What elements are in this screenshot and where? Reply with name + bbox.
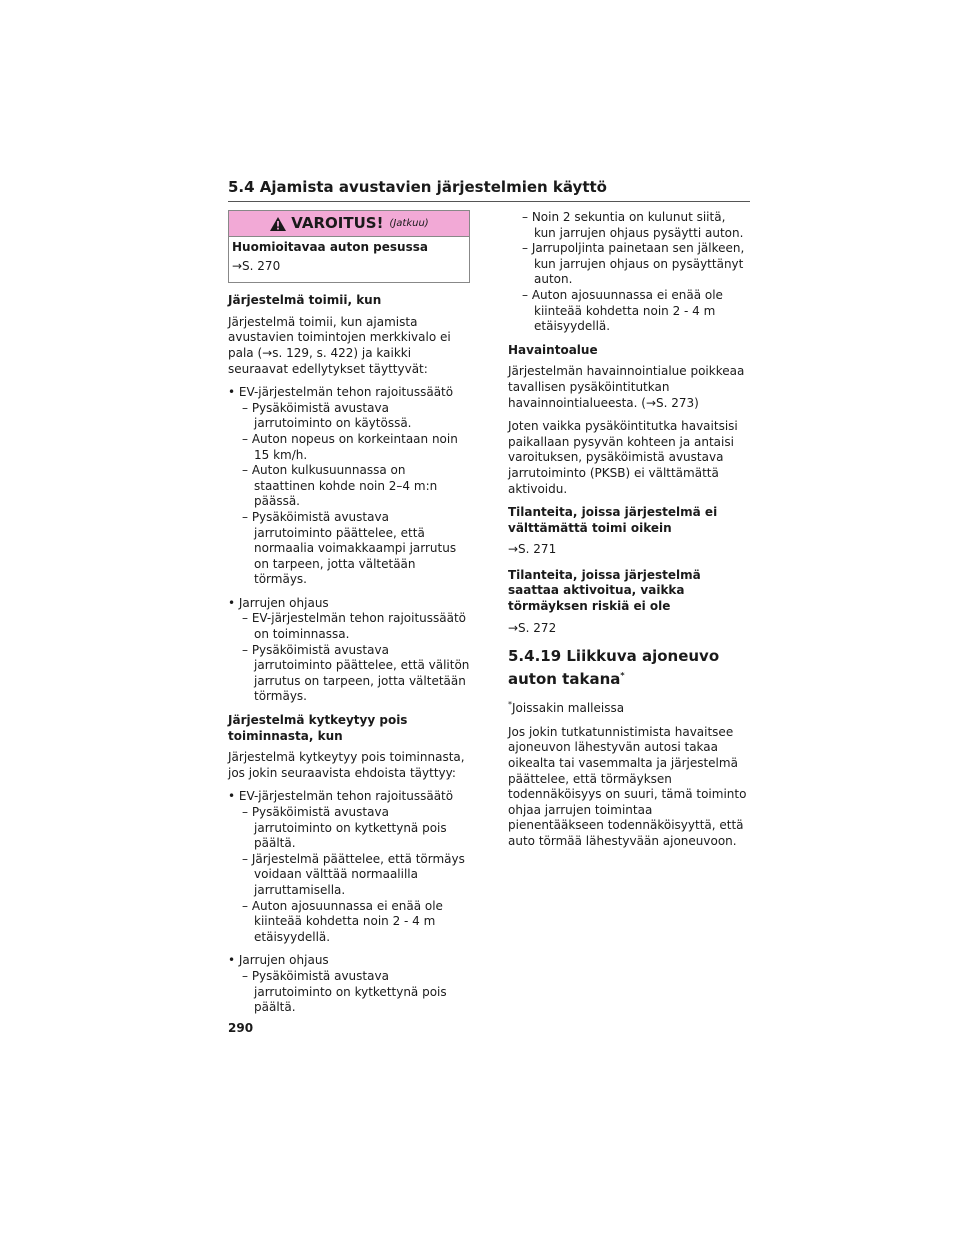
paragraph-disengages: Järjestelmä kytkeytyy pois toiminnasta, jos jokin seuraavista ehdoista täyttyy: — [228, 750, 465, 780]
page-header — [228, 178, 750, 202]
dash-item: – Pysäköimistä avustava jarrutoiminto on kytkettynä pois päältä. — [242, 968, 447, 1015]
dash-group-continued — [508, 210, 750, 335]
warning-title: VAROITUS! — [291, 213, 384, 232]
heading-detection-area: Havaintoalue — [508, 342, 598, 357]
bullet-group-1 — [228, 385, 470, 588]
dash-item: – Auton nopeus on korkeintaan noin 15 km/h. — [242, 431, 458, 462]
dash-item: – Pysäköimistä avustava jarrutoiminto on käytössä. — [242, 400, 412, 431]
dash-item: – Jarrupoljinta painetaan sen jälkeen, kun jarrujen ohjaus on pysäyttänyt auton. — [522, 241, 745, 287]
section-title-text: 5.4.19 Liikkuva ajoneuvo auton takana — [508, 647, 720, 689]
bullet-group-2 — [228, 596, 470, 705]
dash-item: – Pysäköimistä avustava jarrutoiminto on kytkettynä pois päältä. — [242, 805, 447, 851]
bullet-item: • Jarrujen ohjaus — [228, 595, 329, 610]
bullet-item: • EV-järjestelmän tehon rajoitussäätö — [228, 385, 454, 400]
warning-header — [229, 211, 469, 237]
dash-item: – EV-järjestelmän tehon rajoitussäätö on toiminnassa. — [242, 611, 467, 642]
warning-box — [228, 210, 470, 283]
section-header-title: 5.4 Ajamista avustavien järjestelmien käyttö — [228, 178, 607, 196]
warning-triangle-icon — [269, 216, 287, 232]
paragraph-detection-note: Joten vaikka pysäköintitutka havaitsisi paikallaan pysyvän kohteen ja antaisi varoituksen, pysäköimistä avustava jarrutoiminto (PKSB) ei välttämättä aktivoidu. — [508, 419, 738, 496]
header-divider — [228, 201, 750, 202]
footnote-star: * — [508, 700, 512, 710]
dash-item: – Pysäköimistä avustava jarrutoiminto päättelee, että normaalia voimakkaampi jarrutus on tarpeen, jotta vältetään törmäys. — [242, 509, 457, 587]
footnote — [508, 697, 750, 717]
dash-item: – Noin 2 sekuntia on kulunut siitä, kun jarrujen ohjaus pysäytti auton. — [522, 210, 744, 240]
dash-item: – Auton ajosuunnassa ei enää ole kiinteää kohdetta noin 2 - 4 m etäisyydellä. — [522, 287, 723, 334]
footnote-text: Joissakin malleissa — [512, 701, 625, 716]
right-column — [508, 210, 750, 858]
page-number: 290 — [228, 1021, 254, 1035]
heading-system-operates: Järjestelmä toimii, kun — [228, 293, 382, 308]
page-ref-272: →S. 272 — [508, 620, 557, 635]
bullet-group-4 — [228, 953, 470, 1015]
paragraph-operates: Järjestelmä toimii, kun ajamista avustavien toimintojen merkkivalo ei pala (→s. 129, s. 422) ja kaikki seuraavat edellytykset täyttyvät: — [228, 314, 451, 376]
bullet-group-3 — [228, 789, 470, 945]
warning-page-ref: →S. 270 — [232, 258, 281, 273]
heading-system-disengages: Järjestelmä kytkeytyy pois toiminnasta, kun — [228, 713, 408, 743]
paragraph-rear-vehicle: Jos jokin tutkatunnistimista havaitsee ajoneuvon lähestyvän autosi takaa oikealta tai vasemmalta ja järjestelmä päättelee, että törmäyksen todennäköisyys on suuri, tämä toiminto ohjaa jarrujen toimintaa pienentääkseen todennäköisyyttä, että auto törmää lähestyvään ajoneuvoon. — [508, 724, 747, 848]
page-ref-271: →S. 271 — [508, 542, 557, 557]
dash-item: – Auton kulkusuunnassa on staattinen kohde noin 2–4 m:n päässä. — [242, 463, 438, 509]
paragraph-detection-area: Järjestelmän havainnointialue poikkeaa tavallisen pysäköintitutkan havainnointialueesta. (→S. 273) — [508, 364, 745, 410]
bullet-item: • EV-järjestelmän tehon rajoitussäätö — [228, 789, 454, 804]
section-title — [508, 646, 750, 689]
left-column — [228, 210, 470, 1024]
dash-item: – Pysäköimistä avustava jarrutoiminto päättelee, että välitön jarrutus on tarpeen, jotta vältetään törmäys. — [242, 642, 470, 704]
warning-subtitle: Huomioitavaa auton pesussa — [232, 240, 428, 254]
warning-continued: (Jatkuu) — [389, 217, 429, 229]
dash-item: – Auton ajosuunnassa ei enää ole kiinteää kohdetta noin 2 - 4 m etäisyydellä. — [242, 898, 443, 944]
bullet-item: • Jarrujen ohjaus — [228, 953, 329, 968]
section-title-star: * — [620, 671, 625, 681]
dash-item: – Järjestelmä päättelee, että törmäys voidaan välttää normaalilla jarruttamisella. — [242, 851, 465, 897]
heading-may-not-work: Tilanteita, joissa järjestelmä ei välttämättä toimi oikein — [508, 505, 718, 535]
heading-may-activate: Tilanteita, joissa järjestelmä saattaa aktivoitua, vaikka törmäyksen riskiä ei ole — [508, 567, 701, 614]
